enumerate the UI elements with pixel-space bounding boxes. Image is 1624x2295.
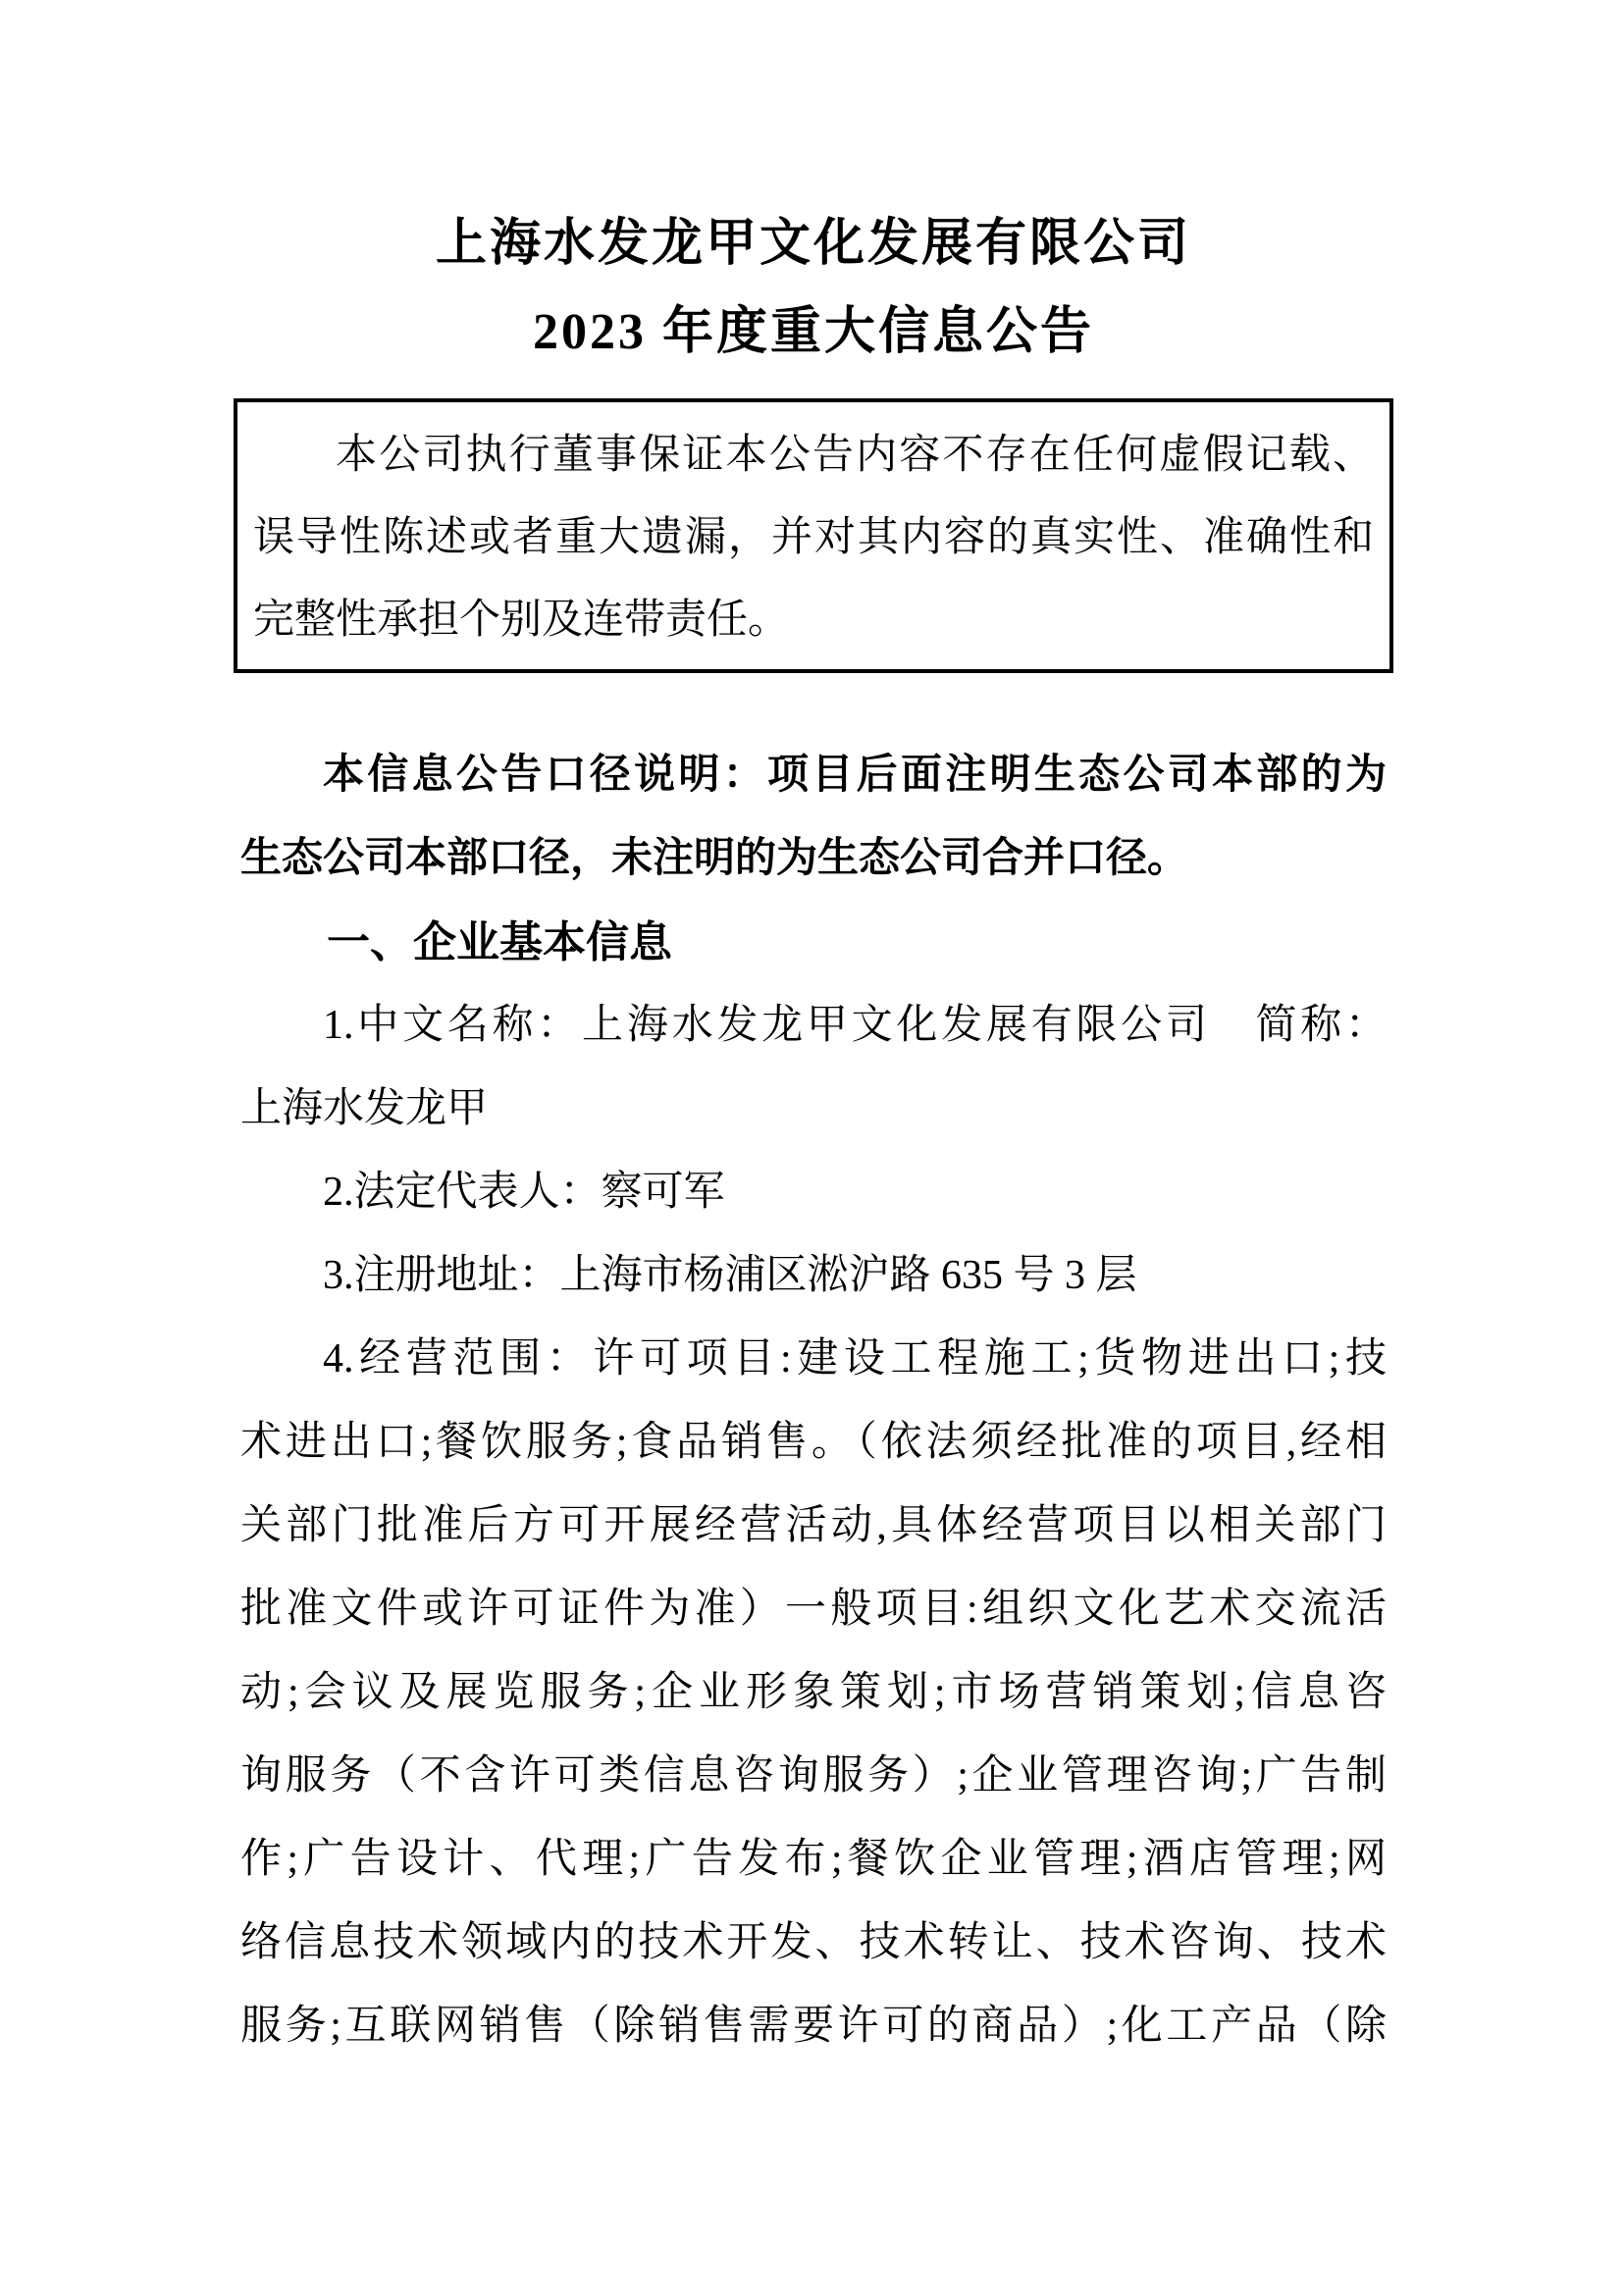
item-business-scope-line: 术进出口;餐饮服务;食品销售。（依法须经批准的项目,经相: [240, 1420, 1387, 1465]
item-business-scope-line: 询服务（不含许可类信息咨询服务）;企业管理咨询;广告制: [240, 1753, 1387, 1799]
document-content: [240, 0, 1387, 2068]
caliber-note-line: 生态公司本部口径，未注明的为生态公司合并口径。: [240, 836, 1189, 881]
caliber-note-line: 本信息公告口径说明：项目后面注明生态公司本部的为: [323, 753, 1387, 798]
body-block: [240, 734, 1387, 2068]
item-registered-address: 3.注册地址：上海市杨浦区淞沪路 635 号 3 层: [323, 1253, 1137, 1298]
item-business-scope-line: 服务;互联网销售（除销售需要许可的商品）;化工产品（除: [240, 2004, 1387, 2049]
item-chinese-name-line: 上海水发龙甲: [240, 1086, 489, 1131]
document-title: 上海水发龙甲文化发展有限公司: [435, 216, 1191, 272]
title-block: [240, 0, 1387, 363]
disclaimer-box: [234, 398, 1393, 673]
item-legal-representative: 2.法定代表人：察可军: [323, 1170, 725, 1215]
item-business-scope-line: 关部门批准后方可开展经营活动,具体经营项目以相关部门: [240, 1503, 1387, 1548]
item-business-scope-line: 络信息技术领域内的技术开发、技术转让、技术咨询、技术: [240, 1920, 1387, 1965]
document-subtitle: 2023 年度重大信息公告: [532, 304, 1094, 360]
item-business-scope-line: 动;会议及展览服务;企业形象策划;市场营销策划;信息咨: [240, 1670, 1387, 1715]
section-heading-basic-info: 一、企业基本信息: [327, 918, 672, 966]
disclaimer-line: 本公司执行董事保证本公告内容不存在任何虚假记载、: [336, 433, 1374, 478]
item-business-scope-line: 4.经营范围：许可项目:建设工程施工;货物进出口;技: [323, 1336, 1387, 1382]
disclaimer-line: 完整性承担个别及连带责任。: [253, 598, 790, 643]
item-business-scope-line: 批准文件或许可证件为准）一般项目:组织文化艺术交流活: [240, 1587, 1387, 1632]
item-chinese-name-line: 1.中文名称：上海水发龙甲文化发展有限公司 简称：: [323, 1003, 1387, 1048]
disclaimer-line: 误导性陈述或者重大遗漏，并对其内容的真实性、准确性和: [253, 515, 1374, 560]
item-business-scope-line: 作;广告设计、代理;广告发布;餐饮企业管理;酒店管理;网: [240, 1837, 1387, 1882]
